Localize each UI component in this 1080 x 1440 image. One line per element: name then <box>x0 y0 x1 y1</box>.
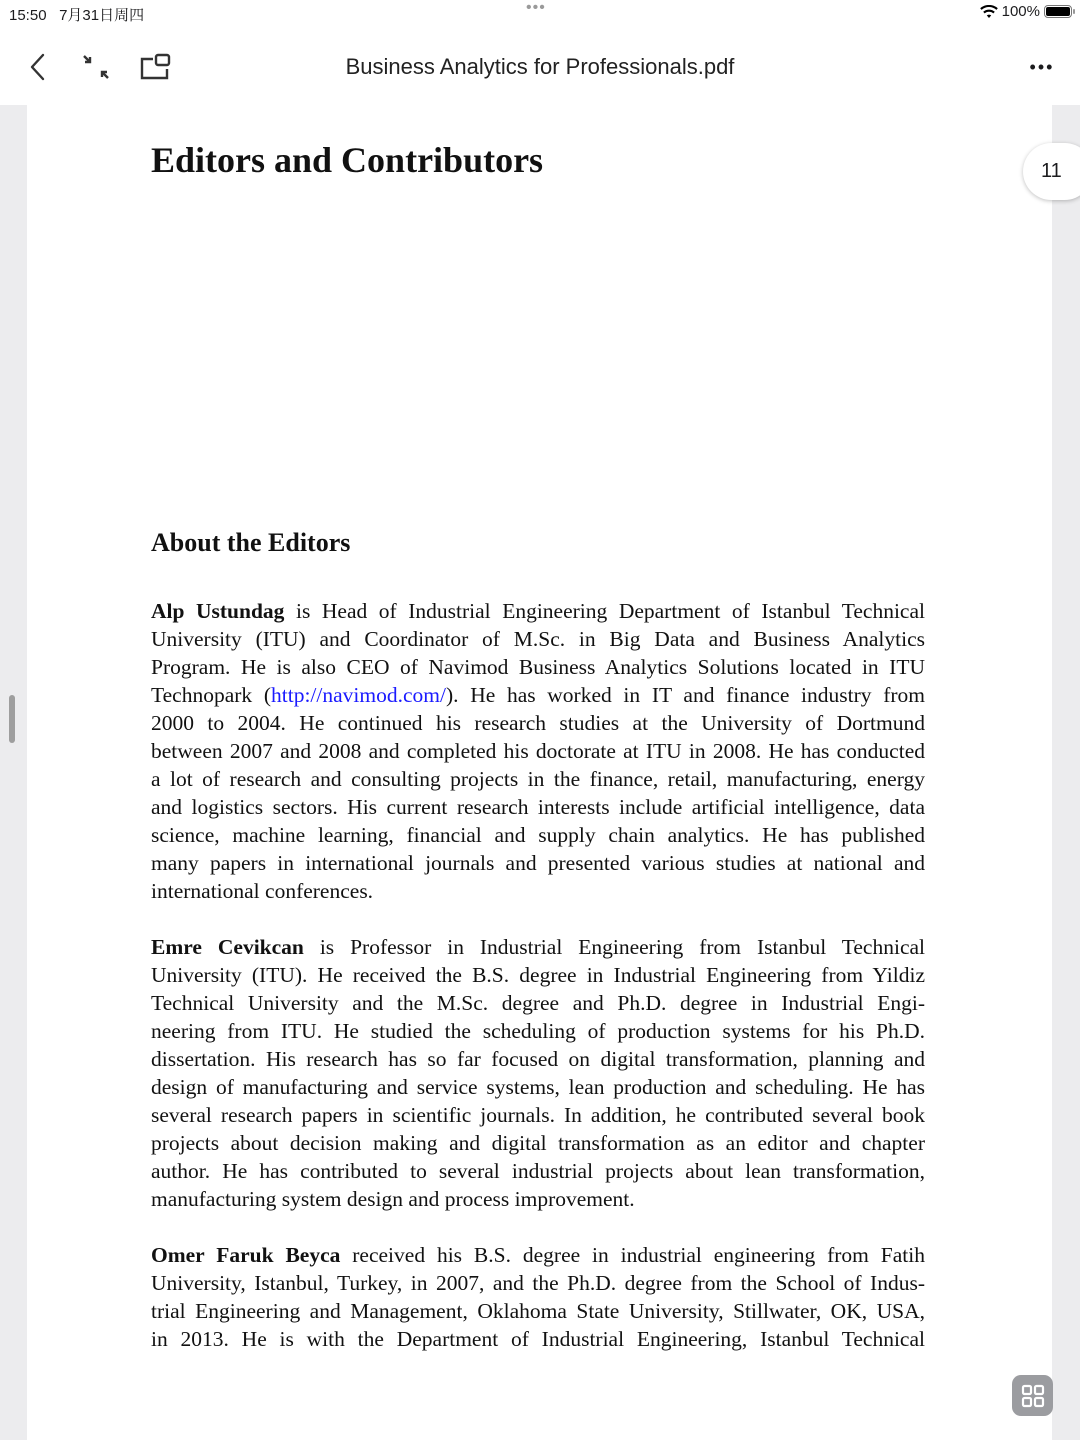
text-line <box>151 681 925 709</box>
status-bar <box>0 0 1080 28</box>
right-gutter <box>1052 105 1080 1440</box>
text-segment: received his B.S. degree in industrial engineering from Fatih <box>340 1243 925 1267</box>
text-line <box>151 1185 925 1213</box>
text-segment: and logistics sectors. His current research interests include artificial intelligence, data <box>151 795 925 819</box>
text-line <box>151 1297 925 1325</box>
date-text: 7月31日周四 <box>59 7 145 24</box>
text-segment: 2000 to 2004. He continued his research studies at the University of Dortmund <box>151 711 925 735</box>
battery-percent: 100% <box>1001 3 1040 20</box>
text-segment: is Professor in Industrial Engineering from Istanbul Technical <box>303 935 926 959</box>
text-segment: several research papers in scientific journals. In addition, he contributed several book <box>151 1103 925 1127</box>
text-line <box>151 1101 925 1129</box>
page-number-indicator[interactable]: 11 <box>1023 143 1080 200</box>
battery-icon <box>1044 5 1072 18</box>
document-title: Business Analytics for Professionals.pdf <box>345 54 735 79</box>
text-line <box>151 793 925 821</box>
document-body <box>151 597 925 1381</box>
text-segment: projects about decision making and digital transformation as an editor and chapter <box>151 1131 925 1155</box>
page-heading: Editors and Contributors <box>151 140 544 180</box>
bio-paragraph <box>151 933 925 1213</box>
wifi-icon <box>980 5 998 19</box>
text-segment: between 2007 and 2008 and completed his doctorate at ITU in 2008. He has conducted <box>151 739 925 763</box>
text-segment: University (ITU). He received the B.S. degree in Industrial Engineering from Yildiz <box>151 963 925 987</box>
more-options-button[interactable]: ••• <box>1029 56 1055 77</box>
editor-name: Alp Ustundag <box>151 599 285 623</box>
editor-name: Emre Cevikcan <box>151 935 304 959</box>
status-time <box>9 4 144 25</box>
text-segment: Technopark ( <box>151 683 272 707</box>
text-segment: in 2013. He is with the Department of Industrial Engineering, Istanbul Technical <box>151 1327 925 1351</box>
text-line <box>151 653 925 681</box>
thumbnails-button[interactable] <box>1012 1375 1053 1416</box>
text-line <box>151 1129 925 1157</box>
text-line <box>151 821 925 849</box>
text-line <box>151 961 925 989</box>
text-line <box>151 1157 925 1185</box>
text-line <box>151 1045 925 1073</box>
section-heading: About the Editors <box>151 528 351 557</box>
text-segment: design of manufacturing and service systems, lean production and scheduling. He has <box>151 1075 925 1099</box>
text-segment: author. He has contributed to several industrial projects about lean transformation, <box>151 1159 925 1183</box>
scroll-handle[interactable] <box>9 695 15 743</box>
text-line <box>151 877 925 905</box>
multitasking-dots[interactable]: ••• <box>526 0 546 16</box>
text-segment: neering from ITU. He studied the scheduling of production systems for his Ph.D. <box>151 1019 925 1043</box>
text-line <box>151 989 925 1017</box>
text-line <box>151 737 925 765</box>
time-text: 15:50 <box>9 7 47 24</box>
text-segment: ). He has worked in IT and finance industry from <box>446 683 925 707</box>
toolbar <box>0 28 1080 105</box>
text-segment: science, machine learning, financial and supply chain analytics. He has published <box>151 823 925 847</box>
grid-icon <box>1021 1384 1045 1408</box>
text-line <box>151 597 925 625</box>
bio-paragraph <box>151 1241 925 1353</box>
text-segment: international conferences. <box>151 879 374 903</box>
text-segment: a lot of research and consulting projects in the finance, retail, manufacturing, energy <box>151 767 925 791</box>
text-segment: many papers in international journals and presented various studies at national and <box>151 851 925 875</box>
text-segment: University (ITU) and Coordinator of M.Sc. in Big Data and Business Analytics <box>151 627 925 651</box>
text-segment: Technical University and the M.Sc. degree and Ph.D. degree in Industrial Engi- <box>151 991 925 1015</box>
bio-paragraph <box>151 597 925 905</box>
text-segment: is Head of Industrial Engineering Department of Istanbul Technical <box>284 599 925 623</box>
text-line <box>151 1269 925 1297</box>
text-segment: trial Engineering and Management, Oklahoma State University, Stillwater, OK, USA, <box>151 1299 925 1323</box>
text-line <box>151 849 925 877</box>
text-line <box>151 1325 925 1353</box>
text-line <box>151 1017 925 1045</box>
text-segment: manufacturing system design and process improvement. <box>151 1187 635 1211</box>
text-segment: University, Istanbul, Turkey, in 2007, and the Ph.D. degree from the School of Indus- <box>151 1271 925 1295</box>
text-segment: Program. He is also CEO of Navimod Business Analytics Solutions located in ITU <box>151 655 925 679</box>
text-line <box>151 1073 925 1101</box>
text-line <box>151 765 925 793</box>
navimod-link[interactable]: http://navimod.com/ <box>271 683 446 707</box>
text-line <box>151 933 925 961</box>
text-segment: dissertation. His research has so far focused on digital transformation, planning and <box>151 1047 925 1071</box>
status-right <box>980 3 1072 20</box>
text-line <box>151 709 925 737</box>
left-gutter <box>0 105 27 1440</box>
editor-name: Omer Faruk Beyca <box>151 1243 341 1267</box>
text-line <box>151 625 925 653</box>
text-line <box>151 1241 925 1269</box>
